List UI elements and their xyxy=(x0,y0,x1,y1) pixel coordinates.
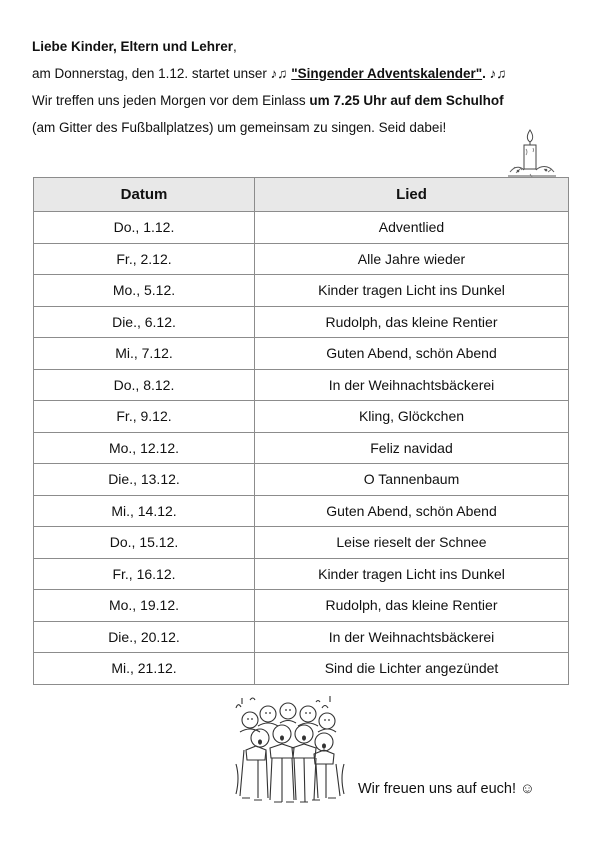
song-cell: Kinder tragen Licht ins Dunkel xyxy=(255,558,569,590)
date-cell: Mi., 14.12. xyxy=(34,495,255,527)
song-cell: Kling, Glöckchen xyxy=(255,401,569,433)
music-note-icon: ♪♫ xyxy=(270,66,288,81)
song-cell: Sind die Lichter angezündet xyxy=(255,653,569,685)
song-cell: Adventlied xyxy=(255,212,569,244)
table-row xyxy=(34,369,569,401)
table-row xyxy=(34,401,569,433)
song-cell: Guten Abend, schön Abend xyxy=(255,338,569,370)
meeting-time: um 7.25 Uhr auf dem Schulhof xyxy=(309,93,504,108)
song-cell: Leise rieselt der Schnee xyxy=(255,527,569,559)
song-cell: Feliz navidad xyxy=(255,432,569,464)
meeting-text: Wir treffen uns jeden Morgen vor dem Einlass xyxy=(32,93,310,108)
announcement-punct: . xyxy=(482,66,490,81)
date-cell: Mo., 5.12. xyxy=(34,275,255,307)
table-row xyxy=(34,621,569,653)
music-note-icon: ♪♫ xyxy=(489,66,507,81)
song-cell: Kinder tragen Licht ins Dunkel xyxy=(255,275,569,307)
date-cell: Do., 15.12. xyxy=(34,527,255,559)
date-cell: Do., 1.12. xyxy=(34,212,255,244)
choir-illustration xyxy=(228,694,352,810)
column-header-date: Datum xyxy=(34,178,255,212)
date-cell: Fr., 9.12. xyxy=(34,401,255,433)
date-cell: Mo., 19.12. xyxy=(34,590,255,622)
song-cell: Alle Jahre wieder xyxy=(255,243,569,275)
table-row xyxy=(34,527,569,559)
date-cell: Do., 8.12. xyxy=(34,369,255,401)
table-row xyxy=(34,243,569,275)
closing-message: Wir freuen uns auf euch! ☺ xyxy=(358,781,535,797)
date-cell: Fr., 2.12. xyxy=(34,243,255,275)
date-cell: Die., 13.12. xyxy=(34,464,255,496)
table-row xyxy=(34,464,569,496)
song-cell: In der Weihnachtsbäckerei xyxy=(255,621,569,653)
date-cell: Mo., 12.12. xyxy=(34,432,255,464)
song-cell: Rudolph, das kleine Rentier xyxy=(255,590,569,622)
table-row xyxy=(34,338,569,370)
calendar-name: "Singender Adventskalender" xyxy=(291,66,483,81)
date-cell: Mi., 21.12. xyxy=(34,653,255,685)
date-cell: Fr., 16.12. xyxy=(34,558,255,590)
intro-text xyxy=(32,38,572,146)
song-cell: O Tannenbaum xyxy=(255,464,569,496)
greeting-line xyxy=(32,38,572,65)
date-cell: Die., 6.12. xyxy=(34,306,255,338)
meeting-line xyxy=(32,92,572,119)
table-header-row xyxy=(34,178,569,212)
announcement-line xyxy=(32,65,572,92)
table-row xyxy=(34,590,569,622)
song-cell: Guten Abend, schön Abend xyxy=(255,495,569,527)
table-row xyxy=(34,275,569,307)
date-cell: Mi., 7.12. xyxy=(34,338,255,370)
song-cell: In der Weihnachtsbäckerei xyxy=(255,369,569,401)
date-cell: Die., 20.12. xyxy=(34,621,255,653)
table-row xyxy=(34,432,569,464)
table-row xyxy=(34,653,569,685)
table-row xyxy=(34,495,569,527)
song-schedule-table xyxy=(33,177,569,685)
table-row xyxy=(34,558,569,590)
greeting-comma: , xyxy=(233,39,237,54)
announcement-text: am Donnerstag, den 1.12. startet unser xyxy=(32,66,271,81)
table-row xyxy=(34,212,569,244)
greeting: Liebe Kinder, Eltern und Lehrer xyxy=(32,39,234,54)
column-header-song: Lied xyxy=(255,178,569,212)
table-row xyxy=(34,306,569,338)
location-line: (am Gitter des Fußballplatzes) um gemeinsam zu singen. Seid dabei! xyxy=(32,120,447,135)
candle-icon xyxy=(506,126,558,182)
song-cell: Rudolph, das kleine Rentier xyxy=(255,306,569,338)
